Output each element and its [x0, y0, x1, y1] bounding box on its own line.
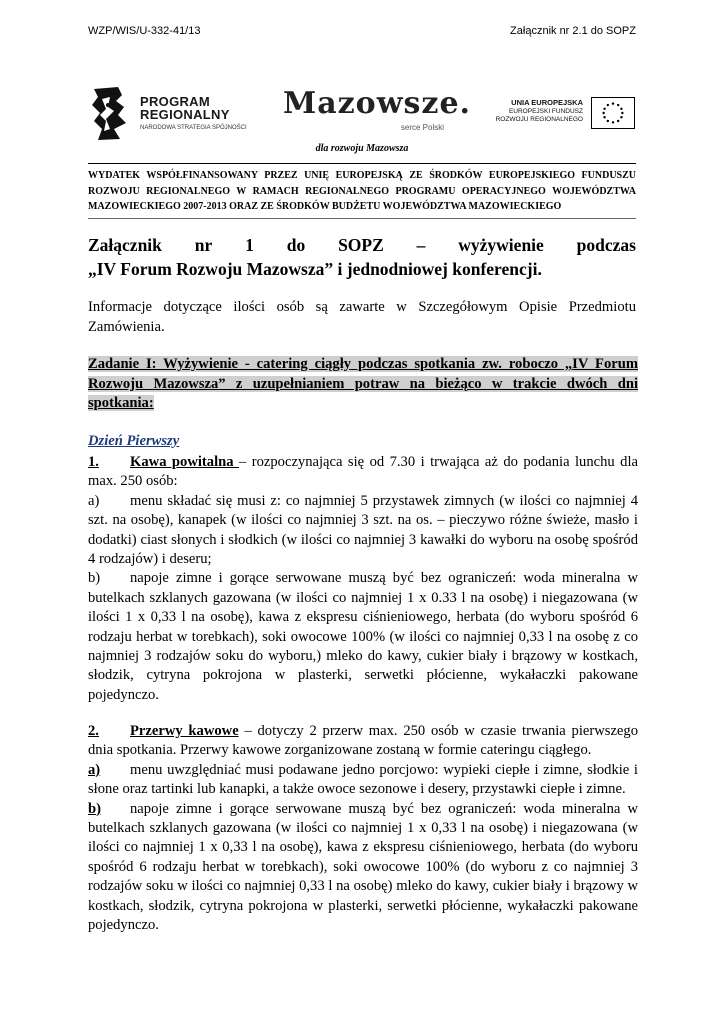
item-1-b [88, 569, 638, 705]
eu-line1: UNIA EUROPEJSKA [511, 98, 583, 107]
document-title [88, 233, 636, 281]
title-word: do [286, 235, 306, 255]
intro-paragraph: Informacje dotyczące ilości osób są zawarte w Szczegółowym Opisie Przedmiotu Zamówienia. [88, 299, 636, 335]
item-2 [88, 722, 638, 935]
day-heading: Dzień Pierwszy [88, 433, 180, 449]
document-reference: WZP/WIS/U-332-41/13 [88, 25, 201, 37]
item-1-a [88, 492, 638, 570]
item-2-intro [88, 722, 638, 761]
title-word: podczas [576, 235, 636, 255]
item-2-a-label: a) [88, 761, 101, 778]
item-1-intro [88, 453, 638, 492]
program-regionalny-logo [88, 85, 268, 142]
task-heading [88, 355, 638, 414]
title-word: 1 [245, 235, 254, 255]
item-2-number: 2. [88, 723, 99, 739]
mazowsze-wordmark: Mazowsze. [283, 86, 471, 121]
title-word: SOPZ [338, 235, 384, 255]
item-1 [88, 453, 638, 705]
item-2-a-text: menu uwzględniać musi podawane jedno porcjowo: wypieki ciepłe i zimne, słodkie i słone oraz tartinki lub kanapki, a także owoce sezonowe i desery, przystawki ciepłe i zimne. [88, 761, 638, 798]
item-1-a-text: menu składać się musi z: co najmniej 5 przystawek zimnych (w ilości co najmniej 4 szt. na osobę), kanapek (w ilości co najmniej 3 szt. na os. – pieczywo różne świeże, masło i dodatki) ciast słonych i słodkich (w ilości co najmniej 3 kawałki do wyboru na osobę spośród 4 rodzajów) i deseru; [88, 492, 638, 568]
tagline: dla rozwoju Mazowsza [315, 143, 409, 154]
item-1-text: – rozpoczynająca się od 7.30 i trwająca aż do podania lunchu dla max. 250 osób: [88, 454, 638, 490]
attachment-label: Załącznik nr 2.1 do SOPZ [510, 25, 636, 37]
eu-line3: ROZWOJU REGIONALNEGO [495, 116, 583, 123]
item-2-a [88, 761, 638, 800]
item-1-b-text: napoje zimne i gorące serwowane muszą być bez ograniczeń: woda mineralna w butelkach szklanych gazowana (w ilości co najmniej 1 x 0.33 l na osobę) i niegazowana (w ilości 1 x 0,33 l na osobę), kawa z ekspresu ciśnieniowego, herbata (do wyboru spośród 6 rodzaju herbat w torebkach), soki owocowe 100% (w ilości co najmniej 0,33 l na osobę z co najmniej 3 rodzajów soku do wyboru,) mleko do kawy, cukier biały i brązowy w kostkach, słodzik, cytryna pokrojona w plasterki, serwetki płócienne, wykałaczki pakowane pojedynczo. [88, 570, 638, 703]
title-word: wyżywienie [458, 235, 544, 255]
mazowsze-logo [283, 86, 471, 142]
eu-stars-flag-icon [591, 97, 635, 129]
program-subtitle: NARODOWA STRATEGIA SPÓJNOŚCI [140, 125, 247, 131]
item-2-b-text: napoje zimne i gorące serwowane muszą być bez ograniczeń: woda mineralna w butelkach szklanych gazowana (w ilości co najmniej 1 x 0,33 l na osobę) i niegazowana (w ilości co najmniej 1 x 0,33 l na osobę), kawa z ekspresu ciśnieniowego, herbata (do wyboru spośród 6 rodzaju herbat w torebkach), soki owocowe 100% (do wyboru z co najmniej 3 rodzajów soku w ilości co najmniej 0,33 l na osobę) mleko do kawy, cukier biały i brązowy w kostkach, słodzik, cytryna pokrojona w plasterki, serwetki płócienne, wykałaczki pakowane pojedynczo. [88, 800, 638, 934]
title-line2: „IV Forum Rozwoju Mazowsza” i jednodniowej konferencji. [88, 259, 542, 279]
title-line1 [88, 233, 636, 257]
divider-top [88, 163, 636, 164]
eu-text [483, 99, 583, 124]
item-2-b [88, 800, 638, 936]
program-line1: PROGRAM [140, 94, 210, 109]
program-line2: REGIONALNY [140, 107, 230, 122]
program-regionalny-title [140, 95, 230, 121]
item-1-number: 1. [88, 454, 99, 470]
title-word: nr [194, 235, 213, 255]
logo-band [88, 85, 636, 142]
item-1-b-label: b) [88, 570, 101, 587]
task-heading-text: Zadanie I: Wyżywienie - catering ciągły podczas spotkania zw. roboczo „IV Forum Rozwoju Mazowsza” z uzupełnianiem potraw na bieżąco w trakcie dwóch dni spotkania: [88, 356, 638, 411]
item-2-heading: Przerwy kawowe [130, 723, 239, 739]
mazowsze-slogan: serce Polski [400, 123, 444, 132]
title-word: – [416, 235, 426, 255]
item-1-heading: Kawa powitalna [130, 454, 239, 470]
item-2-b-label: b) [88, 800, 101, 817]
eu-logo [483, 97, 636, 133]
program-regionalny-emblem-icon [88, 85, 136, 142]
title-word: Załącznik [88, 235, 162, 255]
funding-statement: WYDATEK WSPÓŁFINANSOWANY PRZEZ UNIĘ EUROPEJSKĄ ZE ŚRODKÓW EUROPEJSKIEGO FUNDUSZU ROZWOJU REGIONALNEGO W RAMACH REGIONALNEGO PROGRAMU OPERACYJNEGO WOJEWÓDZTWA MAZOWIECKIEGO 2007-2013 ORAZ ZE ŚRODKÓW BUDŻETU WOJEWÓDZTWA MAZOWIECKIEGO [88, 170, 636, 212]
item-2-text: – dotyczy 2 przerw max. 250 osób w czasie trwania pierwszego dnia spotkania. Przerwy kawowe zorganizowane zostaną w formie cateringu ciągłego. [88, 723, 638, 759]
item-1-a-label: a) [88, 492, 100, 509]
eu-line2: EUROPEJSKI FUNDUSZ [508, 108, 583, 115]
divider-bottom [88, 218, 636, 219]
